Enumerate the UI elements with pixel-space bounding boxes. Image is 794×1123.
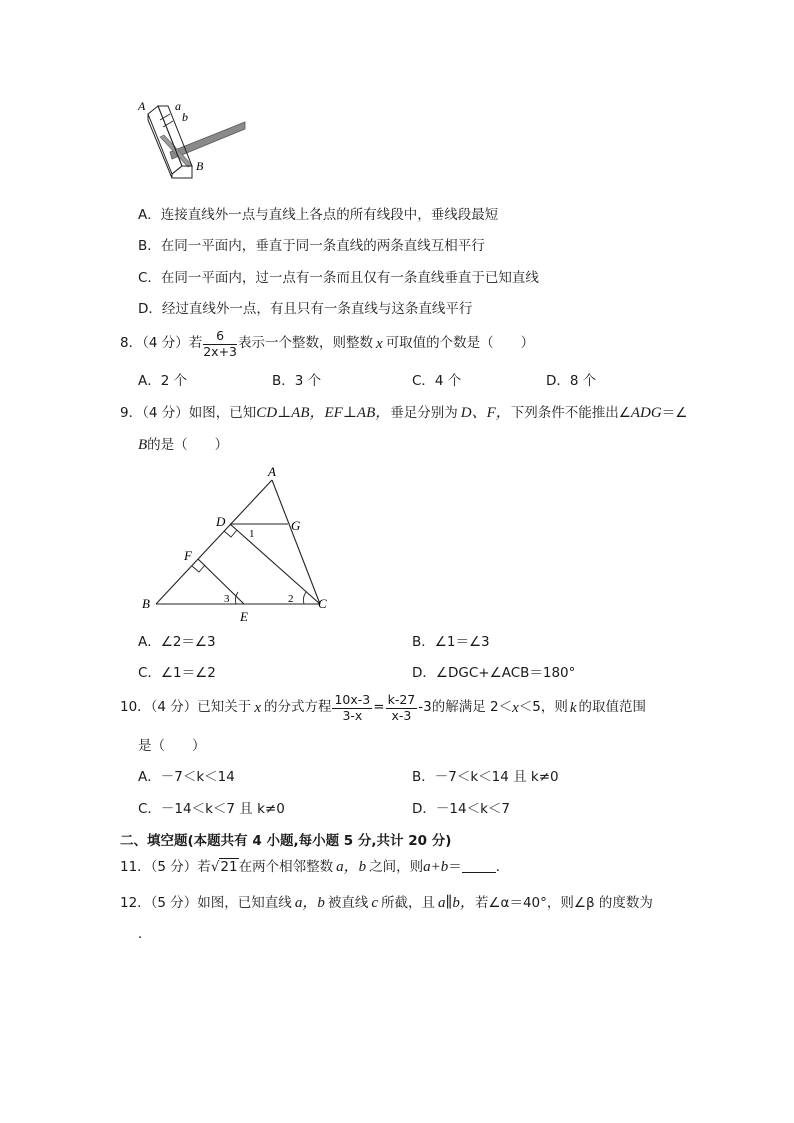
q10-frac1-num: 10x-3 bbox=[334, 692, 371, 707]
section-2-title: 二、填空题(本题共有 4 小题,每小题 5 分,共计 20 分) bbox=[120, 833, 452, 849]
q10-var-k: k bbox=[569, 699, 577, 716]
q8-frac-num: 6 bbox=[203, 330, 237, 345]
fig9-label-C: C bbox=[318, 596, 327, 611]
q8-option-d: D．8 个 bbox=[546, 373, 597, 389]
fig9-label-A: A bbox=[268, 464, 276, 479]
q9-figure bbox=[136, 462, 336, 628]
q9-angle: ADG bbox=[630, 405, 662, 421]
q9-mid: 垂足分别为 bbox=[390, 405, 458, 421]
q10-eq: = bbox=[373, 699, 385, 716]
q12-number: 12．（5 分）如图，已知直线 bbox=[120, 895, 292, 911]
q12-parallel: a∥b， bbox=[438, 895, 475, 911]
q12-stem bbox=[120, 896, 653, 911]
q11-text1: 在两个相邻整数 bbox=[238, 858, 334, 875]
q12-vars: a，b bbox=[294, 895, 325, 911]
q9-eq: ＝∠ bbox=[661, 405, 688, 421]
q7-option-a: A．连接直线外一点与直线上各点的所有线段中，垂线段最短 bbox=[138, 207, 499, 223]
q9-option-c: C．∠1＝∠2 bbox=[138, 665, 216, 681]
q7-option-c: C．在同一平面内，过一点有一条而且仅有一条直线垂直于已知直线 bbox=[138, 270, 539, 286]
q8-text-end: 可取值的个数是（ ） bbox=[385, 335, 535, 352]
q9-feet: D、F， bbox=[460, 405, 511, 421]
q9-option-b: B．∠1＝∠3 bbox=[412, 634, 490, 650]
q10-text3: ＜5，则 bbox=[518, 699, 568, 716]
fig9-label-2: 2 bbox=[288, 593, 294, 605]
q10-frac2-num: k-27 bbox=[387, 692, 416, 707]
q10-frac2 bbox=[386, 694, 418, 722]
q10-option-d: D．－14＜k＜7 bbox=[412, 801, 510, 817]
q11-answer-blank[interactable] bbox=[462, 862, 496, 873]
fig9-label-3: 3 bbox=[224, 593, 230, 605]
q11-number: 11．（5 分）若 bbox=[120, 858, 211, 875]
fig7-label-B: B bbox=[196, 159, 204, 173]
fig7-label-b: b bbox=[182, 110, 188, 124]
q11-expr: a+b bbox=[423, 859, 449, 875]
q10-var-x: x bbox=[254, 699, 261, 716]
q11-stem bbox=[120, 860, 509, 875]
q10-frac1-den: 3-x bbox=[342, 707, 363, 723]
sqrt-sign-icon: √ bbox=[210, 858, 220, 875]
fig7-label-a: a bbox=[175, 99, 181, 113]
q12-stem-line2: ． bbox=[138, 926, 152, 942]
q11-vars: a，b bbox=[336, 859, 367, 875]
q11-sqrt bbox=[210, 858, 239, 875]
q11-radicand: 21 bbox=[220, 858, 238, 875]
q10-frac1 bbox=[332, 694, 372, 722]
q9-tail: 下列条件不能推出∠ bbox=[510, 405, 631, 421]
q9-line2-text: 的是（ ） bbox=[147, 437, 229, 453]
fig9-label-1: 1 bbox=[249, 528, 255, 540]
q8-number: 8．（4 分）若 bbox=[120, 335, 203, 352]
q10-minus3: -3 bbox=[418, 699, 432, 716]
fig9-label-E: E bbox=[240, 609, 248, 624]
q8-option-c: C．4 个 bbox=[412, 373, 462, 389]
q8-text: 表示一个整数，则整数 bbox=[238, 335, 374, 352]
fig9-label-B: B bbox=[142, 596, 150, 611]
q8-stem bbox=[120, 330, 534, 358]
q7-figure bbox=[128, 92, 258, 188]
q10-text2: 的解满足 2＜ bbox=[431, 699, 513, 716]
fig7-label-A: A bbox=[138, 99, 146, 113]
q12-text2: 所截，且 bbox=[381, 895, 435, 911]
q10-var-x2: x bbox=[512, 699, 519, 716]
fig9-label-G: G bbox=[291, 518, 301, 533]
q11-end: ． bbox=[495, 858, 510, 875]
q11-text3: ＝ bbox=[448, 858, 462, 875]
q9-option-a: A．∠2＝∠3 bbox=[138, 634, 216, 650]
q10-text1: 的分式方程 bbox=[263, 699, 332, 716]
q11-text2: 之间，则 bbox=[369, 858, 424, 875]
q10-text4: 的取值范围 bbox=[578, 699, 647, 716]
q10-frac2-den: x-3 bbox=[391, 707, 412, 723]
fig9-label-D: D bbox=[216, 514, 226, 529]
q8-option-a: A．2 个 bbox=[138, 373, 188, 389]
q10-option-a: A．－7＜k＜14 bbox=[138, 769, 235, 785]
q10-option-c: C．－14＜k＜7 且 k≠0 bbox=[138, 801, 285, 817]
q10-number: 10．（4 分）已知关于 bbox=[120, 699, 252, 716]
q8-option-b: B．3 个 bbox=[272, 373, 322, 389]
fig9-label-F: F bbox=[184, 548, 192, 563]
q10-stem-line2: 是（ ） bbox=[138, 738, 206, 754]
q9-number: 9．（4 分）如图，已知 bbox=[120, 405, 257, 421]
q10-stem bbox=[120, 694, 646, 722]
q9-condition: CD⊥AB，EF⊥AB， bbox=[256, 405, 391, 421]
q8-frac-den: 2x+3 bbox=[203, 343, 238, 359]
q10-option-b: B．－7＜k＜14 且 k≠0 bbox=[412, 769, 559, 785]
q9-var-b: B bbox=[138, 437, 148, 453]
q9-stem-line1 bbox=[120, 406, 687, 421]
q8-fraction bbox=[203, 330, 237, 358]
q12-text1: 被直线 bbox=[327, 895, 369, 911]
q8-var-x: x bbox=[376, 335, 383, 352]
q12-var-c: c bbox=[371, 895, 378, 911]
q9-option-d: D．∠DGC+∠ACB＝180° bbox=[412, 665, 576, 681]
q7-option-d: D．经过直线外一点，有且只有一条直线与这条直线平行 bbox=[138, 301, 473, 317]
q12-text3: 若∠α＝40°，则∠β 的度数为 bbox=[474, 895, 653, 911]
q9-stem-line2 bbox=[138, 438, 228, 453]
q7-option-b: B．在同一平面内，垂直于同一条直线的两条直线互相平行 bbox=[138, 238, 485, 254]
